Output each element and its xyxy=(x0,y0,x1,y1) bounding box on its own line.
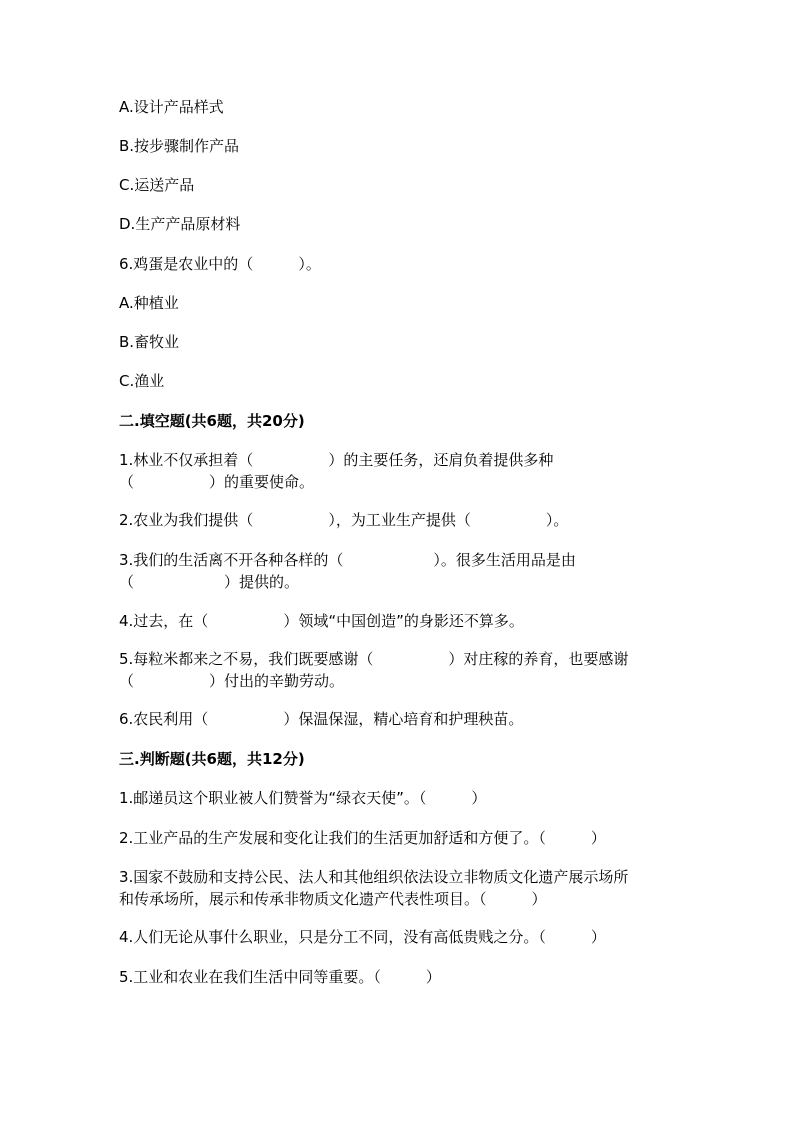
section2-heading: 二.填空题(共6题，共20分) xyxy=(119,412,305,430)
q6-option-a: A.种植业 xyxy=(119,294,179,312)
fill-q1-line2: （ ）的重要使命。 xyxy=(119,473,315,491)
judge-q3-line2: 和传承场所，展示和传承非物质文化遗产代表性项目。（ ） xyxy=(119,890,547,908)
judge-q5-line1: 5.工业和农业在我们生活中同等重要。（ ） xyxy=(119,968,441,986)
q6-option-b: B.畜牧业 xyxy=(119,333,180,351)
judge-q1-line1: 1.邮递员这个职业被人们赞誉为“绿衣天使”。（ ） xyxy=(119,789,487,807)
fill-q1-line1: 1.林业不仅承担着（ ）的主要任务，还肩负着提供多种 xyxy=(119,451,554,469)
fill-q5-line1: 5.每粒米都来之不易，我们既要感谢（ ）对庄稼的养育，也要感谢 xyxy=(119,650,629,668)
fill-q3-line1: 3.我们的生活离不开各种各样的（ ）。很多生活用品是由 xyxy=(119,551,576,569)
fill-q4-line1: 4.过去，在（ ）领域“中国创造”的身影还不算多。 xyxy=(119,612,524,630)
q5-option-b: B.按步骤制作产品 xyxy=(119,137,240,155)
section3-heading: 三.判断题(共6题，共12分) xyxy=(119,750,305,768)
fill-q5-line2: （ ）付出的辛勤劳动。 xyxy=(119,672,345,690)
judge-q4-line1: 4.人们无论从事什么职业，只是分工不同，没有高低贵贱之分。（ ） xyxy=(119,928,606,946)
fill-q2-line1: 2.农业为我们提供（ ），为工业生产提供（ ）。 xyxy=(119,511,569,529)
q6-option-c: C.渔业 xyxy=(119,372,165,390)
q5-option-a: A.设计产品样式 xyxy=(119,98,224,116)
judge-q3-line1: 3.国家不鼓励和支持公民、法人和其他组织依法设立非物质文化遗产展示场所 xyxy=(119,868,629,886)
q5-option-c: C.运送产品 xyxy=(119,176,195,194)
judge-q2-line1: 2.工业产品的生产发展和变化让我们的生活更加舒适和方便了。（ ） xyxy=(119,829,606,847)
fill-q6-line1: 6.农民利用（ ）保温保湿，精心培育和护理秧苗。 xyxy=(119,710,524,728)
q6-stem: 6.鸡蛋是农业中的（ ）。 xyxy=(119,255,321,273)
q5-option-d: D.生产产品原材料 xyxy=(119,215,241,233)
fill-q3-line2: （ ）提供的。 xyxy=(119,573,300,591)
